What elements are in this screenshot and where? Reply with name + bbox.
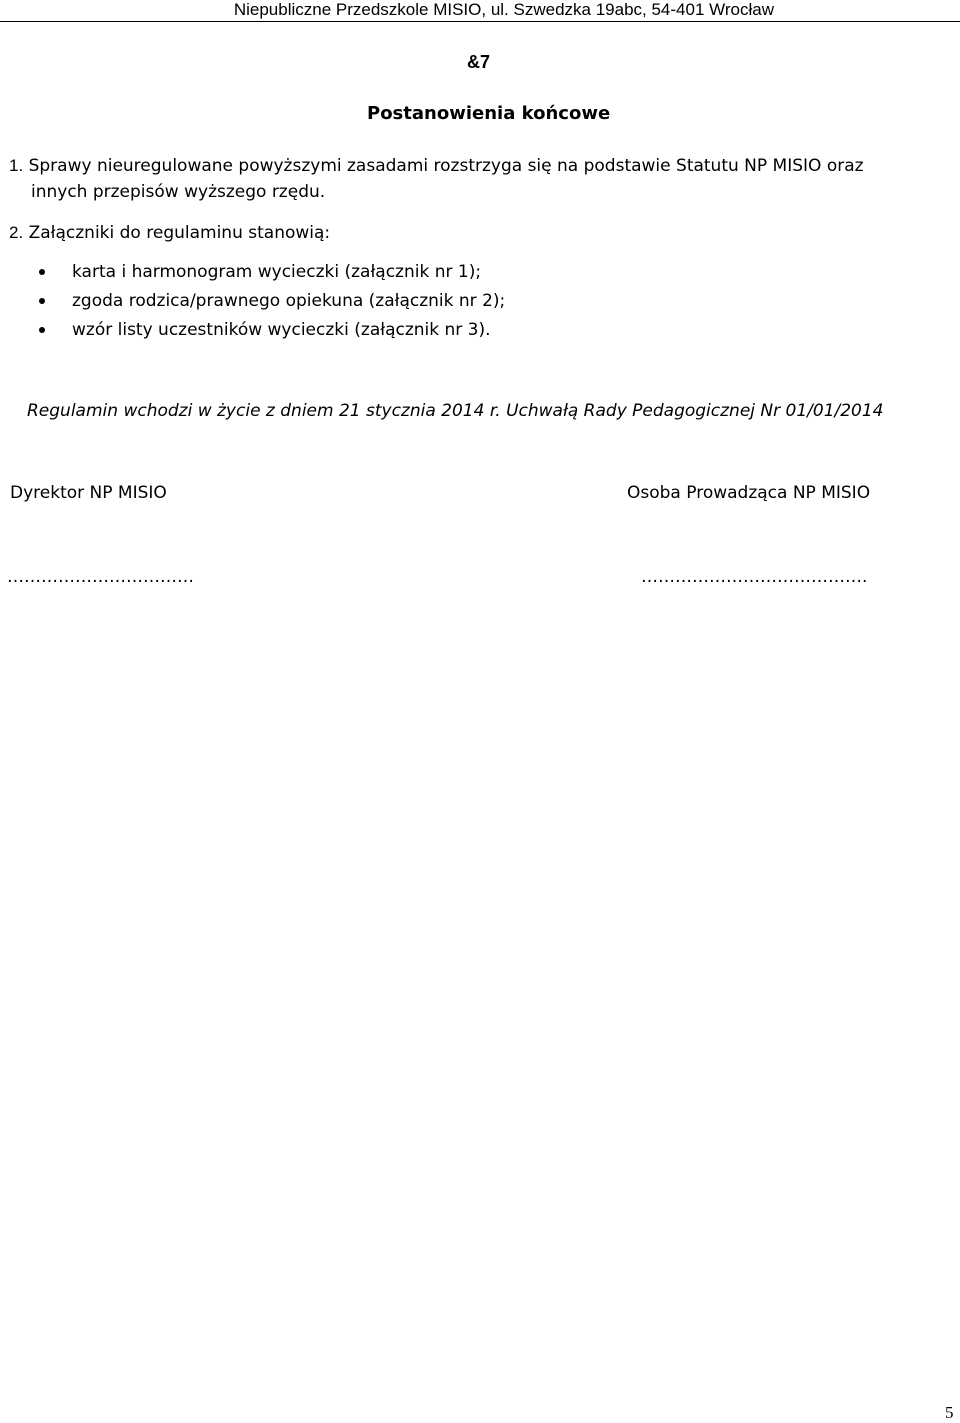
paragraph-1-line-2: innych przepisów wyższego rzędu. bbox=[31, 182, 326, 202]
section-title: Postanowienia końcowe bbox=[367, 103, 611, 124]
attachment-text: wzór listy uczestników wycieczki (załącznik nr 3). bbox=[72, 320, 491, 340]
attachment-text: karta i harmonogram wycieczki (załącznik nr 1); bbox=[72, 262, 482, 282]
bullet-icon bbox=[39, 327, 45, 333]
section-number: &7 bbox=[467, 52, 491, 72]
paragraph-1-number: 1. bbox=[9, 156, 24, 175]
signature-line-director: …………………………… bbox=[7, 567, 194, 587]
header-address: Niepubliczne Przedszkole MISIO, ul. Szwedzka 19abc, 54-401 Wrocław bbox=[233, 0, 774, 19]
page-number: 5 bbox=[945, 1403, 954, 1422]
paragraph-2-text: Załączniki do regulaminu stanowią: bbox=[28, 223, 331, 243]
bullet-icon bbox=[39, 269, 45, 275]
signature-label-operator: Osoba Prowadząca NP MISIO bbox=[627, 483, 871, 503]
signature-label-director: Dyrektor NP MISIO bbox=[10, 483, 167, 503]
page-header bbox=[0, 0, 960, 22]
paragraph-2 bbox=[9, 221, 330, 245]
bullet-icon bbox=[39, 298, 45, 304]
signature-line-operator: …………………………………. bbox=[641, 567, 868, 587]
paragraph-1-line-1 bbox=[9, 154, 864, 178]
attachment-text: zgoda rodzica/prawnego opiekuna (załącznik nr 2); bbox=[72, 291, 506, 311]
paragraph-1-text: Sprawy nieuregulowane powyższymi zasadami rozstrzyga się na podstawie Statutu NP MISIO oraz bbox=[28, 156, 864, 176]
closing-statement: Regulamin wchodzi w życie z dniem 21 stycznia 2014 r. Uchwałą Rady Pedagogicznej Nr 01/01/2014 bbox=[27, 401, 884, 421]
paragraph-2-number: 2. bbox=[9, 223, 24, 242]
